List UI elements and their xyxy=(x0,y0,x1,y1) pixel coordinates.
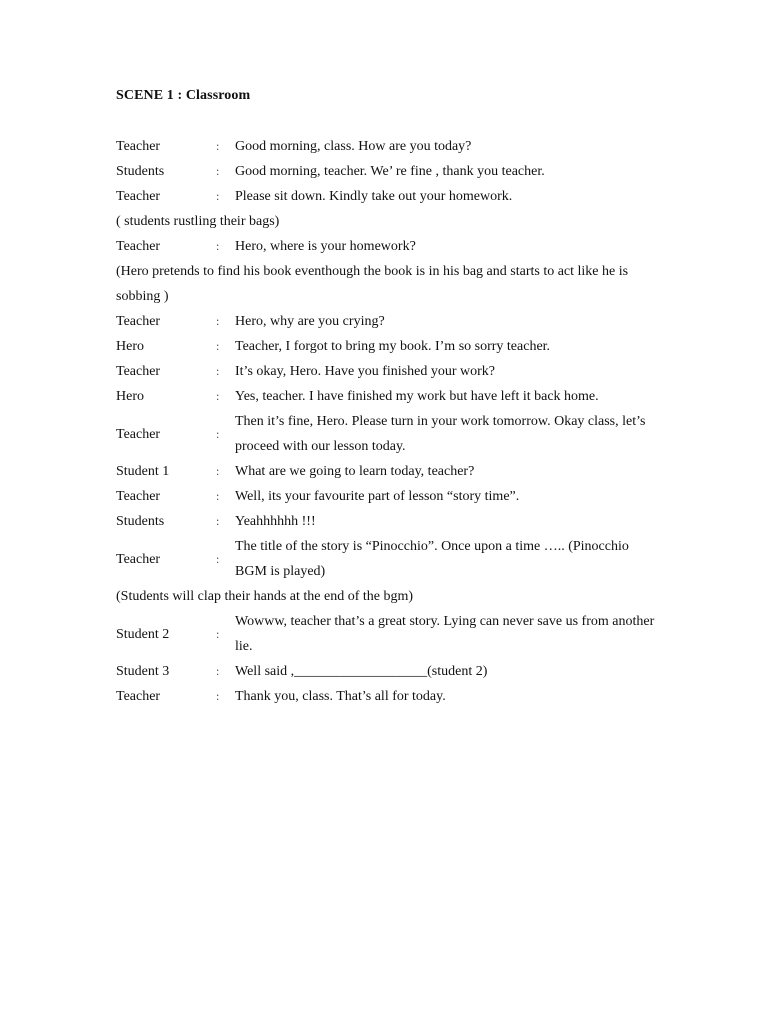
stage-direction: ( students rustling their bags) xyxy=(116,214,280,229)
speaker-colon: : xyxy=(216,689,220,703)
dialogue-line xyxy=(116,334,656,359)
dialogue-line xyxy=(116,609,656,659)
dialogue-text: Wowww, teacher that’s a great story. Lying can never save us from another lie. xyxy=(235,614,655,654)
speaker-name: Teacher xyxy=(116,551,161,567)
speaker-colon: : xyxy=(216,551,220,566)
speaker-colon: : xyxy=(216,489,220,503)
dialogue-text: Well said ,___________________(student 2) xyxy=(235,664,488,679)
dialogue-line xyxy=(116,459,656,484)
stage-direction: (Students will clap their hands at the end of the bgm) xyxy=(116,589,414,604)
dialogue-text: Thank you, class. That’s all for today. xyxy=(235,689,446,704)
dialogue-text: Hero, why are you crying? xyxy=(235,314,385,329)
speaker-name: Teacher xyxy=(116,189,161,204)
dialogue-line xyxy=(116,509,656,534)
speaker-name: Student 2 xyxy=(116,626,170,642)
dialogue-line xyxy=(116,134,656,159)
scene-title: SCENE 1 : Classroom xyxy=(116,88,251,103)
dialogue-line xyxy=(116,684,656,709)
dialogue-text: Hero, where is your homework? xyxy=(235,239,416,254)
speaker-colon: : xyxy=(216,164,220,178)
dialogue-line xyxy=(116,309,656,334)
dialogue-text: Well, its your favourite part of lesson “story time”. xyxy=(235,489,520,504)
dialogue-text: Please sit down. Kindly take out your homework. xyxy=(235,189,513,204)
speaker-colon: : xyxy=(216,239,220,253)
script-body xyxy=(116,134,656,709)
dialogue-line xyxy=(116,534,656,584)
dialogue-text: What are we going to learn today, teacher? xyxy=(235,464,475,479)
speaker-colon: : xyxy=(216,314,220,328)
speaker-colon: : xyxy=(216,389,220,403)
dialogue-line xyxy=(116,659,656,684)
speaker-name: Teacher xyxy=(116,426,161,442)
dialogue-line xyxy=(116,159,656,184)
speaker-colon: : xyxy=(216,514,220,528)
speaker-name: Hero xyxy=(116,389,144,404)
speaker-colon: : xyxy=(216,626,220,641)
dialogue-text: Teacher, I forgot to bring my book. I’m so sorry teacher. xyxy=(235,339,551,354)
speaker-colon: : xyxy=(216,464,220,478)
speaker-colon: : xyxy=(216,139,220,153)
dialogue-text: It’s okay, Hero. Have you finished your work? xyxy=(235,364,495,379)
speaker-colon: : xyxy=(216,364,220,378)
dialogue-text: Then it’s fine, Hero. Please turn in your work tomorrow. Okay class, let’s proceed with our lesson today. xyxy=(235,414,646,454)
speaker-name: Student 1 xyxy=(116,464,170,479)
speaker-name: Hero xyxy=(116,339,144,354)
speaker-name: Teacher xyxy=(116,314,161,329)
dialogue-line xyxy=(116,409,656,459)
speaker-name: Teacher xyxy=(116,364,161,379)
speaker-name: Teacher xyxy=(116,239,161,254)
speaker-colon: : xyxy=(216,426,220,441)
dialogue-line xyxy=(116,359,656,384)
dialogue-text: Good morning, class. How are you today? xyxy=(235,139,472,154)
speaker-name: Teacher xyxy=(116,139,161,154)
speaker-name: Teacher xyxy=(116,689,161,704)
dialogue-line xyxy=(116,484,656,509)
speaker-colon: : xyxy=(216,664,220,678)
speaker-name: Students xyxy=(116,514,165,529)
speaker-name: Students xyxy=(116,164,165,179)
speaker-colon: : xyxy=(216,339,220,353)
dialogue-text: The title of the story is “Pinocchio”. Once upon a time ….. (Pinocchio BGM is played) xyxy=(235,539,629,579)
dialogue-line xyxy=(116,184,656,209)
stage-direction: (Hero pretends to find his book eventhough the book is in his bag and starts to act like he is sobbing ) xyxy=(116,264,629,304)
dialogue-text: Yes, teacher. I have finished my work but have left it back home. xyxy=(235,389,599,404)
dialogue-line xyxy=(116,234,656,259)
speaker-name: Student 3 xyxy=(116,664,170,679)
dialogue-text: Yeahhhhhh !!! xyxy=(235,514,316,529)
dialogue-text: Good morning, teacher. We’ re fine , thank you teacher. xyxy=(235,164,545,179)
speaker-colon: : xyxy=(216,189,220,203)
speaker-name: Teacher xyxy=(116,489,161,504)
dialogue-line xyxy=(116,384,656,409)
